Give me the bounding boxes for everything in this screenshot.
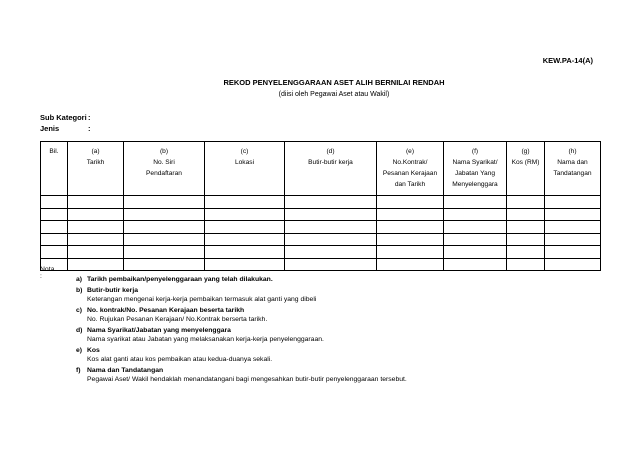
note-heading-text: Nama Syarikat/Jabatan yang menyelenggara	[87, 326, 231, 334]
note-heading	[76, 346, 636, 356]
jenis-label: Jenis	[40, 124, 60, 133]
table-row	[41, 233, 601, 246]
table-cell[interactable]	[68, 208, 124, 221]
column-label-line: dan Tarikh	[394, 181, 426, 188]
note-heading	[76, 306, 636, 316]
note-letter: c)	[76, 306, 83, 314]
table-cell[interactable]	[124, 196, 205, 209]
table-cell[interactable]	[205, 208, 285, 221]
table-cell[interactable]	[377, 246, 444, 259]
table-cell[interactable]	[124, 221, 205, 234]
column-code: Bil.	[49, 148, 59, 155]
title-text: REKOD PENYELENGGARAAN ASET ALIH BERNILAI RENDAH	[223, 78, 445, 87]
table-cell[interactable]	[545, 246, 601, 259]
table-cell[interactable]	[444, 221, 507, 234]
table-header-row	[41, 142, 601, 196]
table-cell[interactable]	[41, 196, 68, 209]
sub-kategori-label: Sub Kategori	[40, 113, 87, 122]
column-label-line: Pesanan Kerajaan	[382, 170, 438, 177]
note-description: Nama syarikat atau Jabatan yang melaksanakan kerja-kerja penyelenggaraan.	[87, 336, 324, 343]
table-cell[interactable]	[507, 208, 545, 221]
note-item	[76, 275, 636, 285]
note-description: Pegawai Aset/ Wakil hendaklah menandatangani bagi mengesahkan butir-butir penyelenggaraan tersebut.	[87, 376, 407, 383]
table-cell[interactable]	[41, 233, 68, 246]
column-code: (b)	[159, 148, 169, 155]
column-code: (g)	[521, 148, 530, 155]
table-cell[interactable]	[285, 233, 377, 246]
column-header	[507, 142, 545, 196]
form-code: KEW.PA-14(A)	[542, 56, 593, 65]
column-label-line: Pendaftaran	[146, 170, 182, 177]
table-cell[interactable]	[444, 233, 507, 246]
table-cell[interactable]	[444, 258, 507, 271]
table-cell[interactable]	[444, 208, 507, 221]
column-label-line: Tandatangan	[553, 170, 592, 177]
note-item	[76, 346, 636, 365]
table-row	[41, 221, 601, 234]
table-cell[interactable]	[545, 221, 601, 234]
note-heading-text: Nama dan Tandatangan	[87, 366, 164, 374]
column-code: (h)	[568, 148, 577, 155]
notes-label: Nota :	[40, 266, 55, 280]
table-row	[41, 258, 601, 271]
table-cell[interactable]	[545, 258, 601, 271]
column-label-line: Butir-butir kerja	[308, 159, 353, 166]
table-cell[interactable]	[507, 233, 545, 246]
sub-kategori-colon: :	[88, 113, 91, 122]
note-description: Keterangan mengenai kerja-kerja pembaikan termasuk alat ganti yang dibeli	[87, 296, 317, 303]
table-body	[41, 196, 601, 271]
note-heading-text: Butir-butir kerja	[87, 286, 138, 294]
table-cell[interactable]	[41, 221, 68, 234]
table-row	[41, 208, 601, 221]
table-cell[interactable]	[545, 196, 601, 209]
table-cell[interactable]	[285, 221, 377, 234]
table-cell[interactable]	[205, 196, 285, 209]
column-header	[124, 142, 205, 196]
table-cell[interactable]	[285, 258, 377, 271]
table-row	[41, 196, 601, 209]
note-heading-text: No. kontrak/No. Pesanan Kerajaan beserta tarikh	[87, 306, 245, 314]
table-row	[41, 246, 601, 259]
column-label-line: Nama dan	[557, 159, 588, 166]
column-header	[285, 142, 377, 196]
table-cell[interactable]	[377, 196, 444, 209]
note-item	[76, 286, 636, 305]
table-cell[interactable]	[507, 196, 545, 209]
column-label-line: Lokasi	[234, 159, 255, 166]
note-letter: b)	[76, 286, 83, 294]
table-cell[interactable]	[124, 258, 205, 271]
column-code: (f)	[471, 148, 479, 155]
table-cell[interactable]	[41, 208, 68, 221]
column-label-line: Kos (RM)	[511, 159, 540, 166]
table-cell[interactable]	[285, 196, 377, 209]
table-cell[interactable]	[507, 258, 545, 271]
page-subtitle	[0, 91, 638, 98]
column-label-line: Menyelenggara	[452, 181, 498, 188]
column-label-line: Tarikh	[86, 159, 105, 166]
sub-kategori-field	[40, 113, 91, 122]
note-heading-text: Tarikh pembaikan/penyelenggaraan yang telah dilakukan.	[87, 276, 273, 283]
table-cell[interactable]	[124, 208, 205, 221]
note-description: No. Rujukan Pesanan Kerajaan/ No.Kontrak berserta tarikh.	[87, 316, 268, 323]
note-letter: e)	[76, 346, 83, 354]
column-code: (d)	[326, 148, 335, 155]
table-cell[interactable]	[507, 221, 545, 234]
subtitle-text: (diisi oleh Pegawai Aset atau Wakil)	[278, 91, 390, 98]
table-cell[interactable]	[205, 233, 285, 246]
table-cell[interactable]	[377, 208, 444, 221]
table-cell[interactable]	[124, 233, 205, 246]
table-cell[interactable]	[507, 246, 545, 259]
table-cell[interactable]	[68, 196, 124, 209]
note-description: Kos alat ganti atau kos pembaikan atau kedua-duanya sekali.	[87, 356, 273, 363]
column-header	[68, 142, 124, 196]
note-letter: d)	[76, 326, 83, 334]
column-code: (e)	[405, 148, 415, 155]
maintenance-record-table	[40, 141, 601, 271]
column-label-line: Jabatan Yang	[454, 170, 496, 177]
column-header	[205, 142, 285, 196]
note-item	[76, 366, 636, 385]
column-header	[377, 142, 444, 196]
note-letter: f)	[76, 366, 81, 374]
note-heading-text: Kos	[87, 346, 100, 354]
note-item	[76, 306, 636, 325]
column-code: (a)	[91, 148, 100, 155]
note-heading	[76, 275, 636, 285]
table-cell[interactable]	[68, 246, 124, 259]
column-header	[545, 142, 601, 196]
notes-list	[76, 275, 636, 386]
note-letter: a)	[76, 276, 83, 283]
table-cell[interactable]	[545, 233, 601, 246]
note-heading	[76, 326, 636, 336]
column-header	[444, 142, 507, 196]
table-cell[interactable]	[205, 258, 285, 271]
column-label-line: No.Kontrak/	[392, 159, 428, 166]
table-cell[interactable]	[124, 246, 205, 259]
column-label-line: Nama Syarikat/	[452, 159, 498, 166]
table-cell[interactable]	[377, 221, 444, 234]
table-cell[interactable]	[68, 233, 124, 246]
table-cell[interactable]	[444, 246, 507, 259]
table-cell[interactable]	[545, 208, 601, 221]
table-cell[interactable]	[377, 233, 444, 246]
table-cell[interactable]	[444, 196, 507, 209]
table-cell[interactable]	[377, 258, 444, 271]
page-title	[0, 78, 638, 87]
note-item	[76, 326, 636, 345]
note-heading	[76, 286, 636, 296]
table-cell[interactable]	[285, 208, 377, 221]
jenis-colon: :	[88, 124, 91, 133]
table-cell[interactable]	[68, 221, 124, 234]
table-cell[interactable]	[285, 246, 377, 259]
table-cell[interactable]	[41, 246, 68, 259]
column-header	[41, 142, 68, 196]
jenis-field	[40, 124, 91, 133]
column-code: (c)	[240, 148, 249, 155]
note-heading	[76, 366, 636, 376]
table-cell[interactable]	[205, 246, 285, 259]
column-label-line: No. Siri	[153, 159, 175, 166]
table-cell[interactable]	[205, 221, 285, 234]
table-cell[interactable]	[68, 258, 124, 271]
